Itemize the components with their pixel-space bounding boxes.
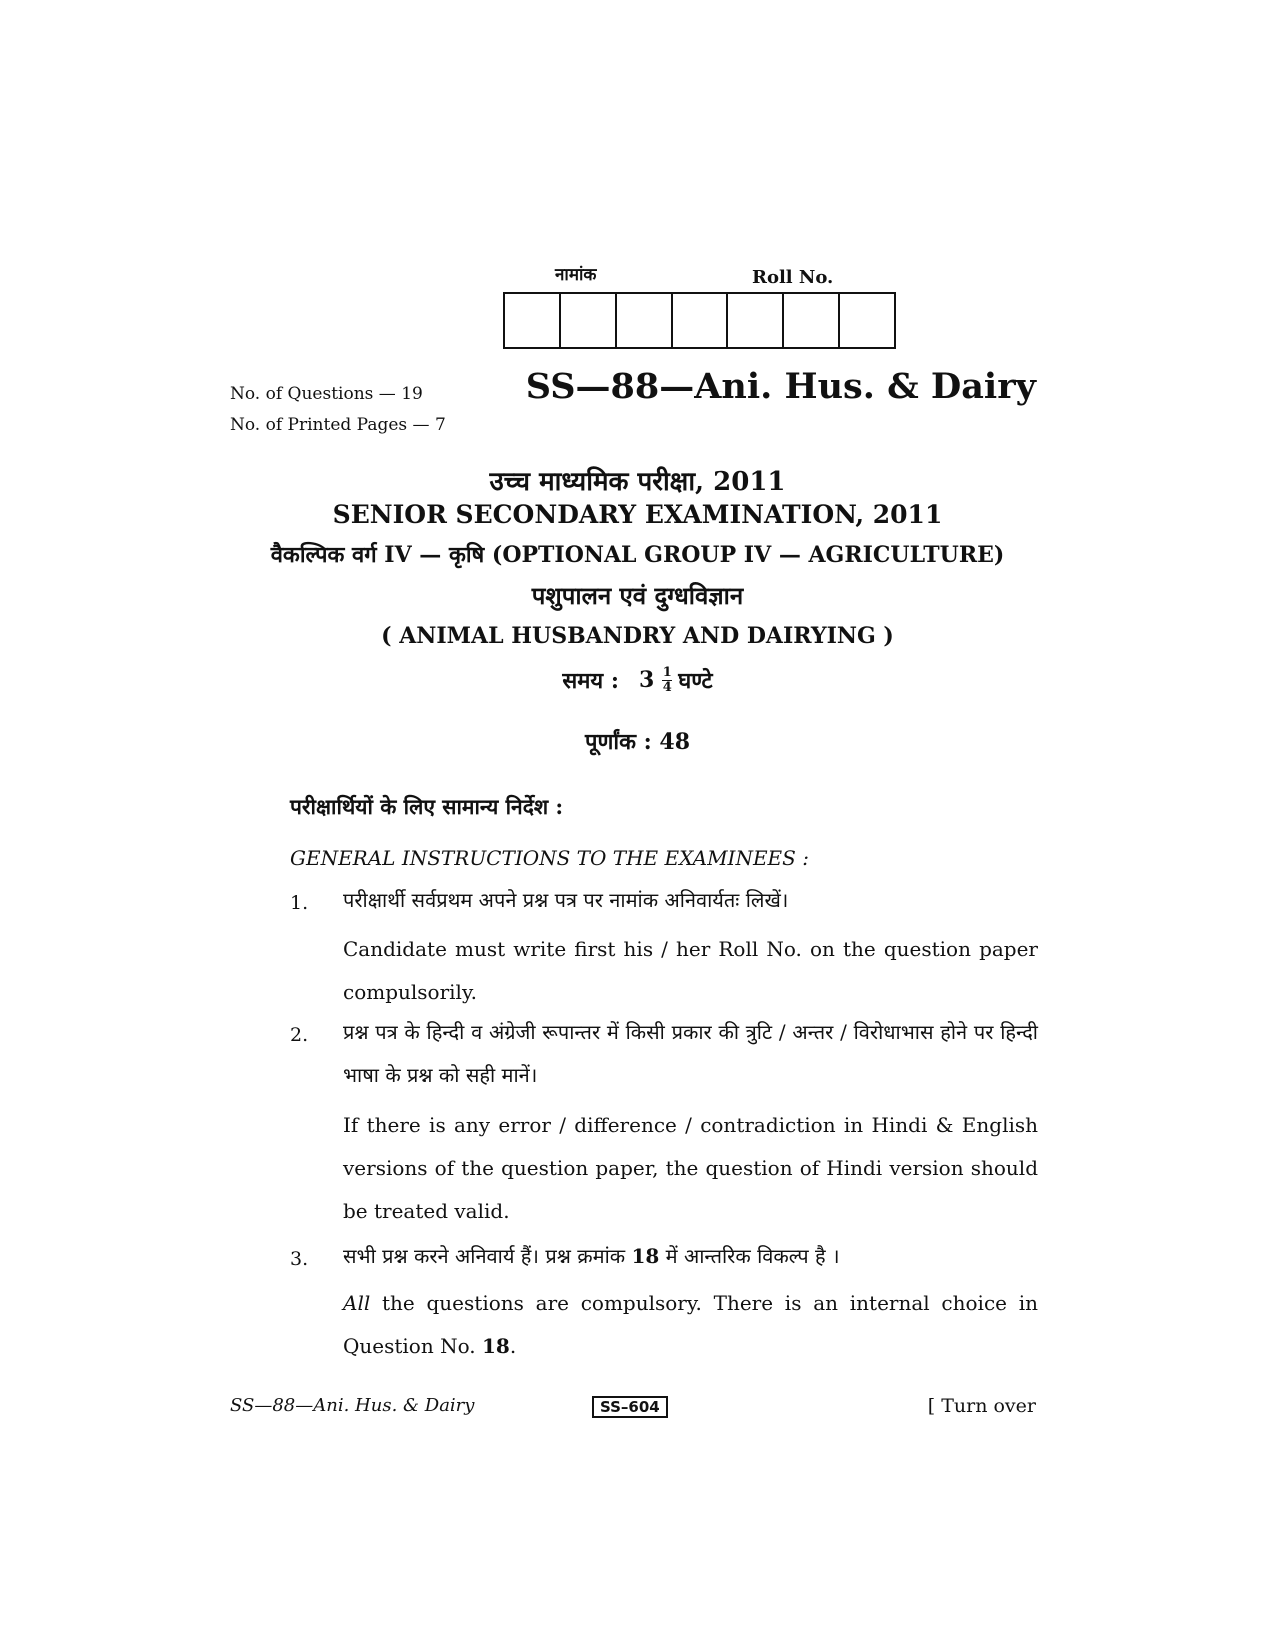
- instructions-heading-english: GENERAL INSTRUCTIONS TO THE EXAMINEES :: [290, 846, 809, 870]
- roll-cell[interactable]: [673, 294, 729, 347]
- instruction-1-hindi: परीक्षार्थी सर्वप्रथम अपने प्रश्न पत्र पर नामांक अनिवार्यतः लिखें।: [343, 888, 789, 912]
- subject-english: ( ANIMAL HUSBANDRY AND DAIRYING ): [381, 623, 894, 649]
- instruction-3-english-b: the questions are compulsory. There is an internal choice in Question No.: [343, 1291, 1038, 1358]
- question-number-bold: 18: [631, 1244, 660, 1268]
- roll-cell[interactable]: [617, 294, 673, 347]
- maximum-marks: पूर्णांक : 48: [584, 729, 691, 755]
- instruction-3-all: All: [343, 1291, 371, 1315]
- instruction-3-hindi-c: में आन्तरिक विकल्प है ।: [665, 1244, 840, 1268]
- time-unit: घण्टे: [678, 668, 713, 694]
- roll-label-hindi: नामांक: [555, 265, 597, 285]
- time-fraction: [662, 666, 672, 695]
- instruction-3-hindi-a: सभी प्रश्न करने अनिवार्य हैं। प्रश्न क्रमांक: [343, 1244, 626, 1268]
- time-whole: 3: [638, 667, 655, 693]
- paper-code: SS—88—Ani. Hus. & Dairy: [525, 366, 1036, 407]
- roll-cell[interactable]: [784, 294, 840, 347]
- number-of-questions: No. of Questions — 19: [230, 384, 423, 404]
- instruction-3-period: .: [509, 1334, 517, 1358]
- exam-title-english: SENIOR SECONDARY EXAMINATION, 2011: [332, 500, 943, 529]
- footer-series-code: SS–604: [592, 1396, 668, 1418]
- question-number-bold: 18: [482, 1334, 510, 1358]
- roll-cell[interactable]: [561, 294, 617, 347]
- instruction-1-english: Candidate must write first his / her Roll No. on the question paper compulsorily.: [343, 937, 1038, 1004]
- time-label: समय :: [562, 668, 619, 694]
- instructions-heading-hindi: परीक्षार्थियों के लिए सामान्य निर्देश :: [290, 794, 564, 819]
- time-allowed: [0, 665, 1275, 695]
- instruction-3-english: [343, 1282, 1038, 1368]
- instruction-number: 2.: [290, 1024, 309, 1046]
- roll-cell[interactable]: [728, 294, 784, 347]
- footer-paper-code: SS—88—Ani. Hus. & Dairy: [230, 1395, 475, 1416]
- instruction-number: 3.: [290, 1248, 309, 1270]
- time-denominator: 4: [662, 679, 672, 695]
- roll-cell[interactable]: [840, 294, 894, 347]
- roll-number-grid: [503, 292, 896, 349]
- subject-hindi: पशुपालन एवं दुग्धविज्ञान: [531, 581, 744, 610]
- roll-cell[interactable]: [505, 294, 561, 347]
- time-numerator: 1: [662, 664, 672, 680]
- turn-over-note: [ Turn over: [927, 1395, 1036, 1417]
- instruction-number: 1.: [290, 892, 309, 914]
- instruction-2-english: If there is any error / difference / contradiction in Hindi & English versions of the question paper, the question of Hindi version should be treated valid.: [343, 1113, 1038, 1223]
- exam-title-hindi: उच्च माध्यमिक परीक्षा, 2011: [489, 467, 786, 497]
- optional-group: वैकल्पिक वर्ग IV — कृषि (OPTIONAL GROUP IV — AGRICULTURE): [270, 542, 1005, 568]
- number-of-pages: No. of Printed Pages — 7: [230, 415, 446, 435]
- instruction-2-hindi: प्रश्न पत्र के हिन्दी व अंग्रेजी रूपान्तर में किसी प्रकार की त्रुटि / अन्तर / विरोधाभास होने पर हिन्दी भाषा के प्रश्न को सही मानें।: [343, 1020, 1038, 1087]
- roll-label-english: Roll No.: [752, 267, 834, 288]
- instruction-3-hindi: [343, 1235, 1038, 1278]
